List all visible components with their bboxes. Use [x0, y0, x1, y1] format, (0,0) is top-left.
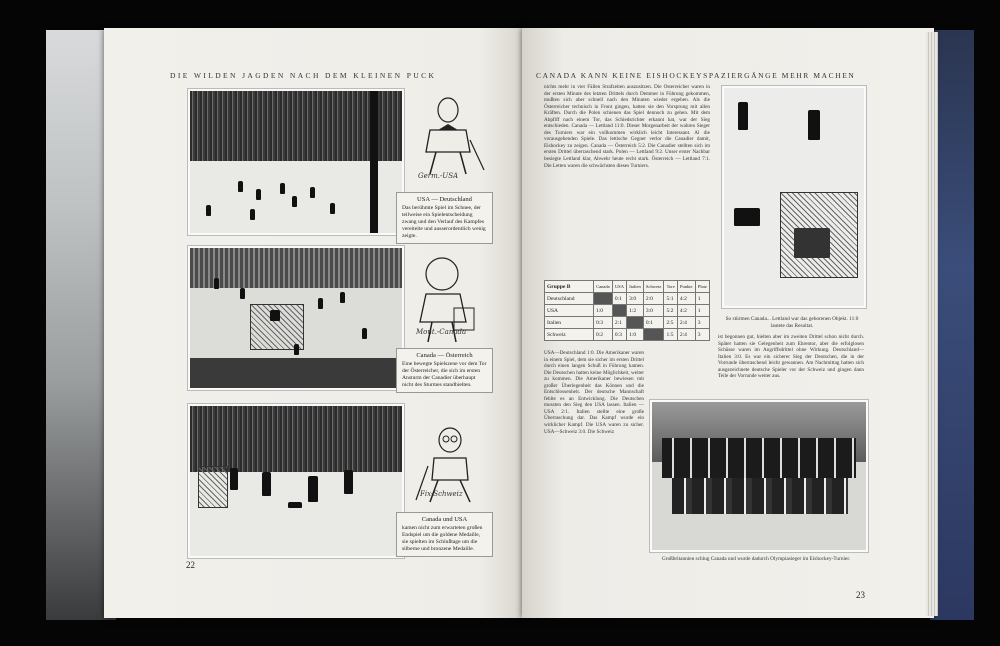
table-cell: 2:1: [612, 317, 626, 329]
table-cell: 1:2: [627, 305, 644, 317]
caption-title: USA — Deutschland: [417, 196, 472, 203]
team-name: Deutschland: [545, 293, 594, 305]
table-cell: 2:4: [677, 317, 695, 329]
caption-canada-austria: [396, 348, 493, 393]
photo-canada-usa: [188, 404, 404, 558]
caption-text: Das berühmte Spiel im Schnee, der teilweise ein Spielentscheidung zwang und den Verlauf des Kampfes vereitelte und ausserordentlich wenig zeigte.: [402, 205, 486, 239]
table-cell: [612, 305, 626, 317]
caption-usa-germany: [396, 192, 493, 244]
caricature-label: Fix-Schweiz: [420, 490, 463, 498]
column-label: Schweiz: [643, 281, 664, 293]
table-row: [545, 329, 710, 341]
table-cell: 1:0: [594, 305, 613, 317]
table-cell: 0:1: [612, 293, 626, 305]
page-number-right: 23: [856, 590, 865, 600]
table-row: [545, 305, 710, 317]
team-name: Italien: [545, 317, 594, 329]
left-page-header: DIE WILDEN JAGDEN NACH DEM KLEINEN PUCK: [170, 71, 437, 80]
table-cell: 2:4: [677, 329, 695, 341]
column-label: Italien: [627, 281, 644, 293]
table-cell: 5:1: [664, 293, 677, 305]
table-row: [545, 293, 710, 305]
caricature-label: Mont.-Canada: [416, 328, 467, 336]
column-label: Tore: [664, 281, 677, 293]
article-text-top: [544, 84, 710, 292]
team-name: USA: [545, 305, 594, 317]
table-cell: 1: [695, 305, 709, 317]
column-label: Punkte: [677, 281, 695, 293]
article-paragraph: ist begonnen gut, hielten aber im zweiten Drittel schon nicht durch. Später hatten sie Gelegenheit zum Ehrentor, aber die erfolglosen Schüsse waren im Angriffsdrittel ohne Wirkung. Deutschland—Italien 3:0. Es war ein sicherer Sieg der Deutschen, die in der Vorrunde überraschend leicht gewannen. Am Nachmittag hatten sich ausgezeichnete deutsche Spieler vor der Schweiz und gingen dann Teile der Vorrunde weiter aus.: [718, 334, 864, 380]
column-label: Platz: [695, 281, 709, 293]
caricature-label: Germ.-USA: [418, 172, 459, 180]
table-cell: 3:0: [627, 293, 644, 305]
team-name: Schweiz: [545, 329, 594, 341]
table-cell: 1:5: [664, 329, 677, 341]
article-text-bottom-left: [544, 350, 644, 590]
table-cell: 3: [695, 317, 709, 329]
caption-title: Canada und USA: [421, 516, 468, 523]
table-row: [545, 317, 710, 329]
table-cell: 0:1: [643, 317, 664, 329]
table-cell: 0:3: [612, 329, 626, 341]
column-label: Canada: [594, 281, 613, 293]
group-b-table: [544, 280, 710, 341]
table-cell: [643, 329, 664, 341]
table-cell: 2:5: [664, 317, 677, 329]
table-cell: 4:2: [677, 293, 695, 305]
table-cell: 1: [695, 293, 709, 305]
article-text-bottom-right: [718, 334, 864, 396]
table-cell: [594, 293, 613, 305]
caption-canada-latvia: So stürmen Canada... Lettland war das geborenen Objekt. 11:0 lautete das Resultat.: [725, 316, 859, 329]
caption-text: kamen nicht zum erwarteten großen Endspiel um die goldene Medaille, sie spielten im Schlußtage um die silberne und bronzene Medaille.: [402, 525, 483, 552]
page-edges: [926, 32, 938, 616]
caption-great-britain-team: Großbritannien schlug Canada und wurde dadurch Olympiasieger im Eishockey-Turnier.: [661, 556, 851, 562]
table-heading: Gruppe B: [545, 281, 594, 293]
table-cell: 3:0: [643, 305, 664, 317]
table-cell: 0:2: [594, 329, 613, 341]
table-cell: 0:3: [594, 317, 613, 329]
article-paragraph: nichts mehr in vier Fällen Strafzeiten auszusitzen. Die Österreicher waren in der ersten Minute des letzten Drittels durch Demmer in Führung gekommen, mußten sich aber schnell nach den Minuten wieder ergeben. Als die Österreicher technisch in Front gingen, hatten sie den Vorsprung mit allen Kräften. Durch die Polen schienen das Spiel dennoch zu gehen. Mit dem Abpfiff nach einem Tor, das Schiedsrichter erkannt hat, war der Sieg entschieden. Canada — Lettland 11:0. Dieser Morgenarbeit der wahren Sieger des Turniers war ein vollkommen wirklich leicht Interessant. Al die vorausgehenden Spiele. Das lettische Gegner verlor die Canadier damit, Eishockey zu zeigen. Canada — Österreich 5:2. Die Canadier stellten sich im ersten Drittel überraschend stark. Polen — Lettland 9:2. Unser erster Nachbar besiegte Lettland klar, Abwehr heute recht stark. Österreich — Lettland 7:1. Die Letten waren die schwächsten dieses Turniers.: [544, 84, 710, 169]
table-cell: 4:2: [677, 305, 695, 317]
caption-text: Eine bewegte Spielszene vor dem Tor der Österreicher, die sich im ersten Ansturm der Canadier überhaupt nicht des Sturmes standhielten.: [402, 361, 487, 388]
column-label: USA: [612, 281, 626, 293]
photo-great-britain-team: [650, 400, 868, 552]
photo-canada-austria: [188, 246, 404, 390]
photo-canada-latvia: [722, 86, 866, 308]
caption-canada-usa: [396, 512, 493, 557]
photo-usa-germany: [188, 89, 404, 235]
table-cell: 5:2: [664, 305, 677, 317]
table-cell: 2:0: [643, 293, 664, 305]
left-page: [104, 28, 522, 618]
table-cell: 1:0: [627, 329, 644, 341]
right-page: [522, 28, 934, 618]
caricature-switzerland-icon: [408, 420, 488, 516]
article-paragraph: USA—Deutschland 1:0. Die Amerikaner waren in einem Spiel, dem sie sicher im ersten Drittel durch einen langen Schuß in Führung kamen. Die Deutschen hatten keine Möglichkeit, weiter zu kommen. Die Amerikaner bewiesen mit großer Überlegenheit das Können und die Entschlossenheit. Der deutsche Mannschaft fehlte es an Entwicklung. Die Deutschen mussten den Sieg den USA lassen. Italien — USA 2:1. Italien stellte eine große Überraschung dar. Das Kampf wurde ein wirklicher Kampf. Die USA waren zu sicher. USA—Schweiz 3:0. Die Schweiz: [544, 350, 644, 435]
right-page-header: CANADA KANN KEINE EISHOCKEYSPAZIERGÄNGE MEHR MACHEN: [536, 71, 856, 80]
caption-title: Canada — Österreich: [416, 352, 473, 359]
table-cell: [627, 317, 644, 329]
table-cell: 3: [695, 329, 709, 341]
page-number-left: 22: [186, 560, 195, 570]
